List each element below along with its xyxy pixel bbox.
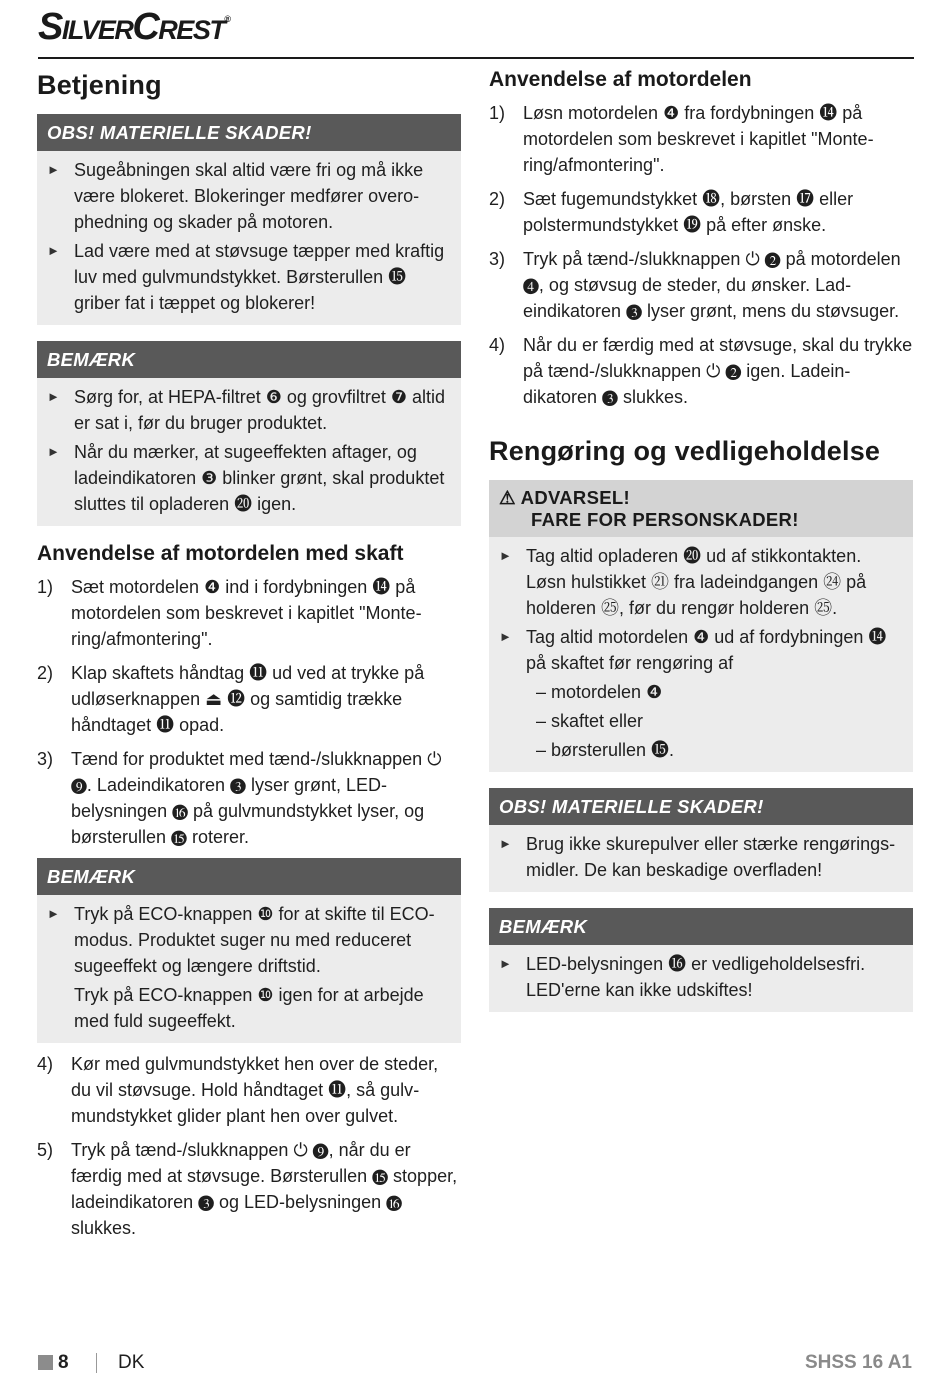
bullet-arrow-icon: ► bbox=[499, 836, 512, 851]
note-box bbox=[37, 858, 461, 1043]
bullet-arrow-icon: ► bbox=[499, 548, 512, 563]
list-item: ► Lad være med at støvsuge tæpper med kraftig luv med gulvmundstykket. Børsterullen ⓯ griber fat i tæppet og blokerer! bbox=[47, 238, 451, 316]
section-title-rengoring: Rengøring og vedligeholdelse bbox=[489, 436, 881, 466]
list-item: ► Brug ikke skurepulver eller stærke rengøringsmidler. De kan beskadige overfladen! bbox=[499, 831, 903, 883]
page-marker-square bbox=[38, 1355, 53, 1370]
subsection-title: Anvendelse af motordelen bbox=[489, 68, 752, 91]
list-item-continuation: Tryk på ECO-knappen ❿ igen for at arbejde med fuld sugeeffekt. bbox=[74, 985, 424, 1031]
list-item: ► Sugeåbningen skal altid være fri og må ikke være blokeret. Blokeringer medfører overophedning og skader på motoren. bbox=[47, 157, 451, 235]
bullet-arrow-icon: ► bbox=[47, 906, 60, 921]
sub-list-item: – børsterullen ⓯. bbox=[536, 740, 675, 760]
numbered-step: 5) Tryk på tænd-/slukknappen ⏻ ❾, når du er færdig med at støvsuge. Børsterullen ⓯ stopper, ladeindikatoren ❸ og LED-belysningen ⓰ slukkes. bbox=[37, 1140, 458, 1238]
model-number: SHSS 16 A1 bbox=[804, 1352, 912, 1373]
page-footer bbox=[38, 1352, 912, 1376]
left-column bbox=[37, 62, 461, 1249]
bullet-arrow-icon: ► bbox=[499, 956, 512, 971]
right-column bbox=[489, 62, 913, 1028]
sub-list-item: – skaftet eller bbox=[536, 711, 644, 731]
numbered-step: 1) Løsn motordelen ❹ fra fordybningen ⓮ på motordelen som beskrevet i kapitlet "Montering/afmontering". bbox=[489, 103, 874, 175]
numbered-step: 4) Når du er færdig med at støvsuge, skal du trykke på tænd-/slukknappen ⏻ ❷ igen. Ladeindikatoren ❸ slukkes. bbox=[489, 335, 913, 407]
subsection-title: Anvendelse af motordelen med skaft bbox=[37, 542, 404, 565]
warning-triangle-icon: ⚠ bbox=[499, 487, 516, 508]
numbered-step: 4) Kør med gulvmundstykket hen over de steder, du vil støvsuge. Hold håndtaget ⓫, så gulvmundstykket glider plant hen over gulvet. bbox=[37, 1054, 439, 1126]
warning-heading: ⚠ ADVARSEL! FARE FOR PERSONSKADER! bbox=[489, 480, 913, 537]
caution-heading: OBS! MATERIELLE SKADER! bbox=[489, 788, 913, 825]
list-item: ► Når du mærker, at sugeeffekten aftager, og ladeindikatoren ❸ blinker grønt, skal produktet sluttes til opladeren ⓴ igen. bbox=[47, 439, 451, 517]
list-item: ► Tag altid motordelen ❹ ud af fordybningen ⓮ på skaftet før rengøring af bbox=[499, 624, 903, 676]
list-item: ► Sørg for, at HEPA-filtret ❻ og grovfiltret ❼ altid er sat i, før du bruger produktet. bbox=[47, 384, 451, 436]
header-rule bbox=[38, 57, 914, 59]
sub-list-item: – motordelen ❹ bbox=[536, 682, 663, 702]
caution-box bbox=[489, 788, 913, 892]
bullet-arrow-icon: ► bbox=[47, 389, 60, 404]
note-box bbox=[489, 908, 913, 1012]
list-item: ► Tag altid opladeren ⓴ ud af stikkontakten. Løsn hulstikket ㉑ fra ladeindgangen ㉔ på holderen ㉕, før du rengør holderen ㉕. bbox=[499, 543, 903, 621]
list-item: ► Tryk på ECO-knappen ❿ for at skifte til ECO-modus. Produktet suger nu med reduceret sugeeffekt og længere driftstid. bbox=[47, 901, 451, 979]
numbered-step: 1) Sæt motordelen ❹ ind i fordybningen ⓮ på motordelen som beskrevet i kapitlet "Montering/afmontering". bbox=[37, 577, 422, 649]
caution-box bbox=[37, 114, 461, 325]
bullet-arrow-icon: ► bbox=[47, 162, 60, 177]
bullet-arrow-icon: ► bbox=[47, 243, 60, 258]
numbered-step: 3) Tænd for produktet med tænd-/slukknappen ⏻ ❾. Ladeindikatoren ❸ lyser grønt, LED-belysningen ⓰ på gulvmundstykket lyser, og børsterullen ⓯ roterer. bbox=[37, 749, 442, 847]
list-item: ► LED-belysningen ⓰ er vedligeholdelsesfri. LED'erne kan ikke udskiftes! bbox=[499, 951, 903, 1003]
bullet-arrow-icon: ► bbox=[499, 629, 512, 644]
note-heading: BEMÆRK bbox=[489, 908, 913, 945]
note-box bbox=[37, 341, 461, 526]
footer-divider bbox=[96, 1353, 97, 1373]
caution-heading: OBS! MATERIELLE SKADER! bbox=[37, 114, 461, 151]
section-title-betjening: Betjening bbox=[37, 70, 162, 100]
numbered-step: 3) Tryk på tænd-/slukknappen ⏻ ❷ på motordelen ❹, og støvsug de steder, du ønsker. Ladeindikatoren ❸ lyser grønt, mens du støvsuger. bbox=[489, 249, 901, 321]
language-code: DK bbox=[118, 1352, 145, 1373]
numbered-step: 2) Sæt fugemundstykket ⓲, børsten ⓱ eller polstermundstykket ⓳ på efter ønske. bbox=[489, 189, 854, 235]
bullet-arrow-icon: ► bbox=[47, 444, 60, 459]
numbered-step: 2) Klap skaftets håndtag ⓫ ud ved at trykke på udløserknappen ⏏ ⓬ og samtidig trække håndtaget ⓫ opad. bbox=[37, 663, 425, 735]
warning-box bbox=[489, 480, 913, 772]
note-heading: BEMÆRK bbox=[37, 858, 461, 895]
page-number: 8 bbox=[58, 1352, 69, 1373]
brand-logo: SilverCrest® bbox=[38, 6, 231, 48]
note-heading: BEMÆRK bbox=[37, 341, 461, 378]
